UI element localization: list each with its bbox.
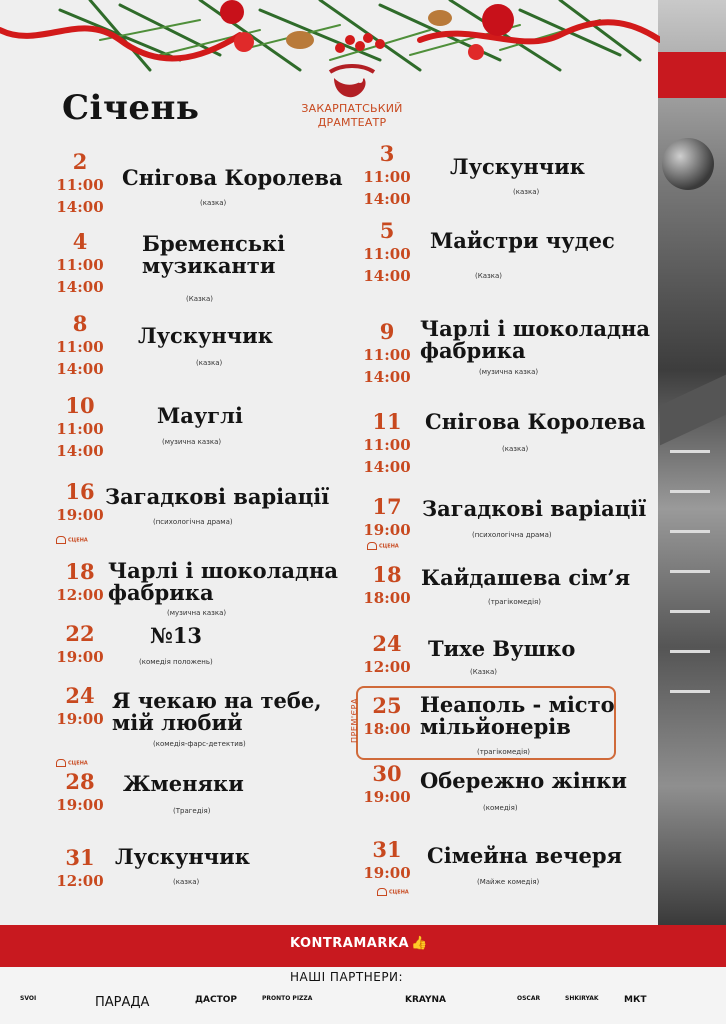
event-day: 11 <box>372 409 402 434</box>
event-date <box>352 495 422 541</box>
event-title-line: №13 <box>150 623 203 648</box>
partner-logo[interactable]: OSCAR <box>517 995 541 1002</box>
event-time: 11:00 <box>363 346 411 364</box>
event-time: 12:00 <box>363 658 411 676</box>
event-time: 14:00 <box>56 278 104 296</box>
theatre-name-line1: ЗАКАРПАТСЬКИЙ <box>301 102 403 115</box>
event-genre: (Майже комедія) <box>477 878 540 886</box>
partner-logo[interactable]: ПАРАДА <box>95 995 150 1010</box>
event-date <box>45 846 115 892</box>
event-genre: (Казка) <box>475 272 502 280</box>
event-title-line: мільйонерів <box>420 714 571 739</box>
event-day: 16 <box>65 479 95 504</box>
event-time: 14:00 <box>363 190 411 208</box>
event-title <box>421 567 630 589</box>
event-day: 31 <box>372 837 402 862</box>
event-time: 14:00 <box>56 360 104 378</box>
event-title-line: Чарлі і шоколадна <box>108 558 338 583</box>
partner-logo[interactable]: ДАСТОР <box>195 995 237 1005</box>
thumbs-up-icon: 👍 <box>411 936 428 951</box>
event-time: 11:00 <box>56 420 104 438</box>
event-title <box>420 694 615 738</box>
event-title <box>138 325 273 347</box>
event-title-line: Снігова Королева <box>425 409 646 434</box>
event-title-line: Мауглі <box>157 403 243 428</box>
event-title <box>108 560 338 604</box>
side-lines <box>670 450 710 710</box>
event-day: 18 <box>372 562 402 587</box>
event-time: 11:00 <box>363 168 411 186</box>
partner-logo[interactable]: SHKIRYAK <box>565 995 599 1002</box>
event-genre: (казка) <box>200 199 227 207</box>
event-title-line: Снігова Королева <box>122 165 343 190</box>
event-day: 24 <box>372 631 402 656</box>
event-title-line: музиканти <box>142 253 276 278</box>
event-date <box>45 684 115 730</box>
event-title-line: Обережно жінки <box>420 768 627 793</box>
event-day: 28 <box>65 769 95 794</box>
event-time: 19:00 <box>56 796 104 814</box>
event-date <box>352 632 422 678</box>
event-time: 11:00 <box>363 436 411 454</box>
event-day: 22 <box>65 621 95 646</box>
event-title <box>122 167 343 189</box>
side-red-band <box>658 52 726 98</box>
event-time: 19:00 <box>56 506 104 524</box>
event-title-line: Лускунчик <box>138 323 273 348</box>
event-date <box>352 838 422 884</box>
event-title <box>422 498 646 520</box>
event-day: 2 <box>72 149 88 174</box>
ornament-ball-icon <box>662 138 714 190</box>
event-title-line: Тихе Вушко <box>428 636 576 661</box>
partner-logo[interactable]: SVOI <box>20 995 37 1002</box>
event-day: 3 <box>379 141 395 166</box>
event-day: 9 <box>379 319 395 344</box>
event-title <box>105 486 329 508</box>
event-title-line: Загадкові варіації <box>422 496 647 521</box>
event-title-line: фабрика <box>108 580 214 605</box>
event-date <box>352 410 422 478</box>
venue-badge: СЦЕНА <box>56 536 88 544</box>
event-time: 14:00 <box>363 368 411 386</box>
event-genre: (казка) <box>196 359 223 367</box>
event-title <box>123 773 244 795</box>
event-title-line: Кайдашева сім’я <box>421 565 631 590</box>
event-time: 11:00 <box>56 176 104 194</box>
event-date <box>352 320 422 388</box>
event-date <box>45 622 115 668</box>
event-title-line: Чарлі і шоколадна <box>420 316 650 341</box>
event-date <box>352 563 422 609</box>
theatre-name-line2: ДРАМТЕАТР <box>317 116 387 129</box>
event-date <box>45 150 115 218</box>
event-day: 25 <box>372 693 402 718</box>
event-title <box>420 770 627 792</box>
event-time: 11:00 <box>363 245 411 263</box>
event-time: 14:00 <box>56 442 104 460</box>
event-genre: (трагікомедія) <box>488 598 541 606</box>
theatre-logo <box>292 64 412 130</box>
venue-badge: СЦЕНА <box>367 542 399 550</box>
premiere-label: ПРЕМ'ЄРА <box>349 698 359 743</box>
event-genre: (Казка) <box>470 668 497 676</box>
event-time: 11:00 <box>56 338 104 356</box>
event-title <box>427 845 622 867</box>
partners-title: НАШІ ПАРТНЕРИ: <box>290 970 404 984</box>
event-date <box>45 770 115 816</box>
event-day: 5 <box>379 218 395 243</box>
event-title-line: мій любий <box>112 710 243 735</box>
event-genre: (комедія положень) <box>139 658 213 666</box>
event-date <box>45 394 115 462</box>
event-day: 31 <box>65 845 95 870</box>
event-time: 14:00 <box>363 458 411 476</box>
event-title <box>157 405 243 427</box>
event-title-line: Загадкові варіації <box>105 484 330 509</box>
kontramarka-label: KONTRAMARKA <box>290 936 410 951</box>
event-title <box>450 156 585 178</box>
event-day: 10 <box>65 393 95 418</box>
event-day: 8 <box>72 311 88 336</box>
event-title <box>425 411 646 433</box>
venue-badge: СЦЕНА <box>56 759 88 767</box>
event-genre: (комедія-фарс-детектив) <box>153 740 246 748</box>
event-genre: (казка) <box>513 188 540 196</box>
event-genre: (психологічна драма) <box>472 531 552 539</box>
event-title <box>420 318 650 362</box>
event-title <box>428 638 575 660</box>
event-date <box>352 142 422 210</box>
venue-badge: СЦЕНА <box>377 888 409 896</box>
event-time: 19:00 <box>363 864 411 882</box>
event-date <box>45 312 115 380</box>
event-genre: (казка) <box>502 445 529 453</box>
event-day: 24 <box>65 683 95 708</box>
event-genre: (Трагедія) <box>173 807 211 815</box>
event-time: 19:00 <box>56 648 104 666</box>
event-date <box>45 230 115 298</box>
event-genre: (трагікомедія) <box>477 748 530 756</box>
event-title-line: Бременські <box>142 231 286 256</box>
event-genre: (музична казка) <box>167 609 227 617</box>
event-day: 17 <box>372 494 402 519</box>
partner-logo[interactable]: PRONTO PIZZA <box>262 995 313 1002</box>
kontramarka-logo[interactable] <box>290 936 428 951</box>
event-genre: (казка) <box>173 878 200 886</box>
event-title-line: Лускунчик <box>450 154 585 179</box>
partner-logo[interactable]: МКТ <box>624 995 647 1005</box>
event-genre: (комедія) <box>483 804 518 812</box>
event-genre: (Казка) <box>186 295 213 303</box>
event-day: 18 <box>65 559 95 584</box>
event-title-line: Я чекаю на тебе, <box>112 688 322 713</box>
event-title <box>150 625 202 647</box>
event-title-line: Сімейна вечеря <box>427 843 623 868</box>
event-time: 19:00 <box>363 788 411 806</box>
event-time: 14:00 <box>363 267 411 285</box>
event-time: 11:00 <box>56 256 104 274</box>
event-title-line: фабрика <box>420 338 526 363</box>
month-title: Січень <box>62 88 200 128</box>
event-date <box>352 219 422 287</box>
event-title <box>115 846 250 868</box>
event-date <box>352 694 422 740</box>
event-title <box>142 233 285 277</box>
event-genre: (музична казка) <box>162 438 222 446</box>
event-date <box>45 560 115 606</box>
event-title <box>430 230 615 252</box>
event-title <box>112 690 322 734</box>
event-genre: (психологічна драма) <box>153 518 233 526</box>
event-title-line: Майстри чудес <box>430 228 615 253</box>
event-day: 4 <box>72 229 88 254</box>
event-time: 19:00 <box>363 521 411 539</box>
event-time: 14:00 <box>56 198 104 216</box>
event-time: 18:00 <box>363 589 411 607</box>
event-time: 18:00 <box>363 720 411 738</box>
event-title-line: Лускунчик <box>115 844 250 869</box>
theatre-mask-icon <box>324 64 380 102</box>
event-time: 12:00 <box>56 586 104 604</box>
partner-logo[interactable]: KRAYNA <box>405 995 447 1005</box>
event-day: 30 <box>372 761 402 786</box>
event-time: 19:00 <box>56 710 104 728</box>
event-genre: (музична казка) <box>479 368 539 376</box>
event-title-line: Неаполь - місто <box>420 692 615 717</box>
event-title-line: Жменяки <box>123 771 244 796</box>
event-date <box>352 762 422 808</box>
event-time: 12:00 <box>56 872 104 890</box>
